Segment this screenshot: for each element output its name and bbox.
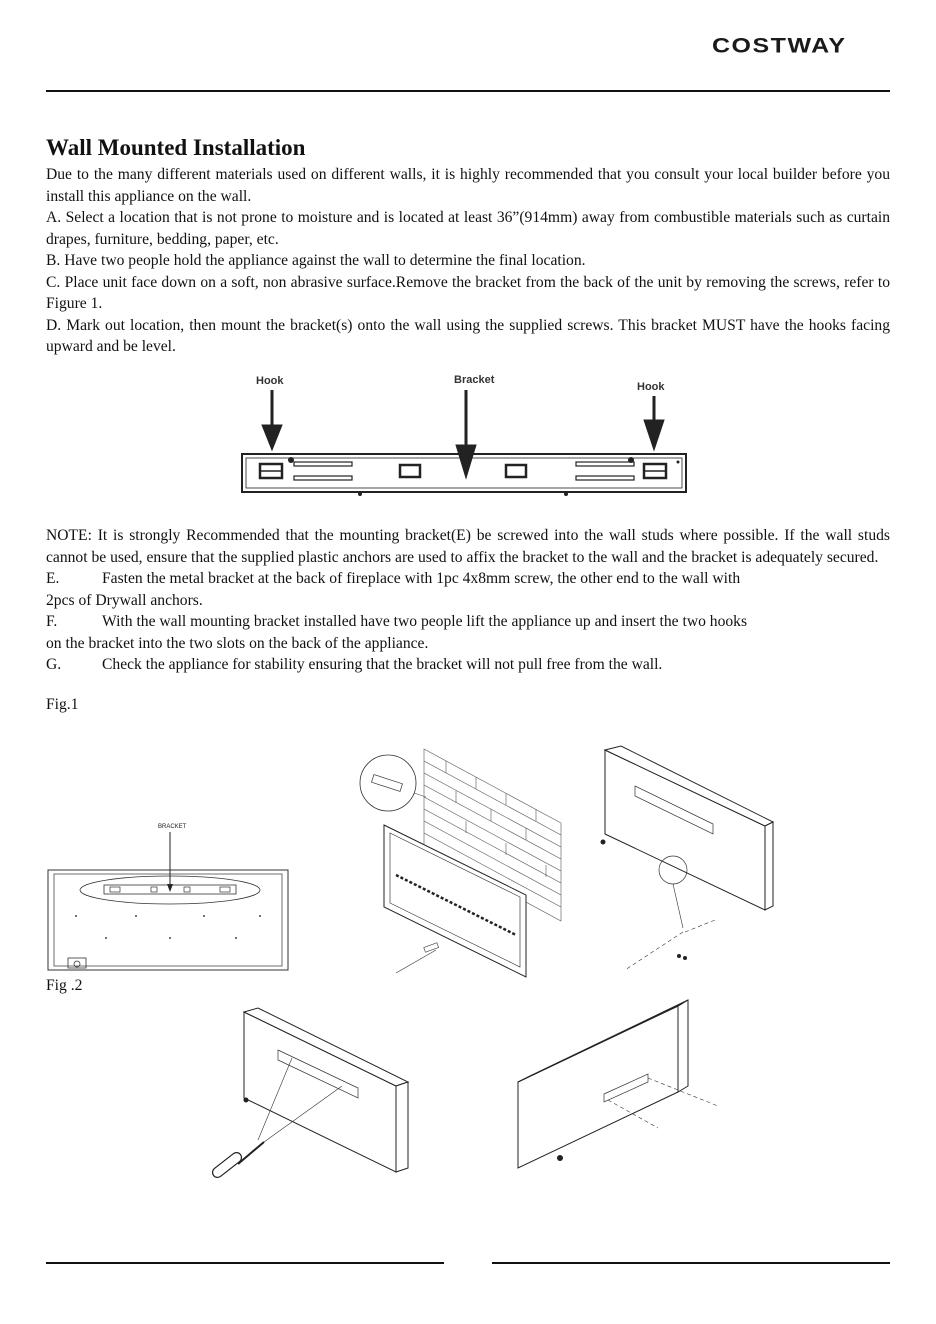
fireplace-unit (384, 825, 526, 977)
step-f-label: F. (46, 613, 58, 630)
step-e-cont: 2pcs of Drywall anchors. (46, 591, 203, 609)
step-b: B. Have two people hold the appliance against the wall to determine the final location. (46, 252, 586, 269)
fig2-remove-screws (208, 1006, 408, 1184)
section-title: Wall Mounted Installation (46, 135, 306, 160)
step-e (46, 568, 890, 590)
step-d: D. Mark out location, then mount the bracket(s) onto the wall using the supplied screws. This bracket MUST have the hooks facing upward and be level. (46, 316, 890, 355)
hook-right-label: Hook (637, 381, 665, 393)
footer-rule-right (492, 1262, 890, 1264)
step-e-text: Fasten the metal bracket at the back of fireplace with 1pc 4x8mm screw, the other end to the wall with (102, 570, 741, 587)
fig1-label: Fig.1 (46, 696, 79, 713)
intro-block (46, 164, 890, 358)
arrow-icon (262, 390, 664, 478)
hook-left-label: Hook (256, 375, 284, 387)
fig1-back-view (46, 818, 290, 976)
screwdriver-icon (211, 1142, 264, 1179)
fig1-bracket-label: BRACKET (158, 824, 187, 830)
step-g (46, 654, 890, 676)
note-text: NOTE: It is strongly Recommended that the mounting bracket(E) be screwed into the wall studs where possible. If the wall studs cannot be used, ensure that the supplied plastic anchors are used to affix the bracket to the wall and the bracket is adequately secured. (46, 527, 890, 566)
bracket-diagram (236, 370, 696, 500)
fig2-label: Fig .2 (46, 977, 83, 994)
step-c: C. Place unit face down on a soft, non abrasive surface.Remove the bracket from the back of the unit by removing the screws, refer to Figure 1. (46, 273, 890, 312)
header-rule (46, 90, 890, 92)
costway-logo: COSTWAY (712, 34, 847, 58)
step-e-label: E. (46, 570, 60, 587)
step-f-text: With the wall mounting bracket installed have two people lift the appliance up and insert the two hooks (102, 613, 748, 630)
fig1-hook-detail (595, 742, 775, 974)
bracket-label: Bracket (454, 374, 495, 386)
fig2-attach-bracket (508, 996, 724, 1176)
note-block (46, 525, 890, 676)
fig1-wall-mount (356, 745, 566, 977)
step-g-text: Check the appliance for stability ensuring that the bracket will not pull free from the wall. (102, 656, 663, 673)
footer-rule-left (46, 1262, 444, 1264)
step-g-label: G. (46, 656, 62, 673)
step-f-cont: on the bracket into the two slots on the back of the appliance. (46, 634, 429, 652)
step-a: A. Select a location that is not prone to moisture and is located at least 36”(914mm) away from combustible materials such as curtain drapes, furniture, bedding, paper, etc. (46, 209, 890, 248)
intro-text: Due to the many different materials used on different walls, it is highly recommended that you consult your local builder before you install this appliance on the wall. (46, 166, 890, 205)
step-f (46, 611, 890, 633)
